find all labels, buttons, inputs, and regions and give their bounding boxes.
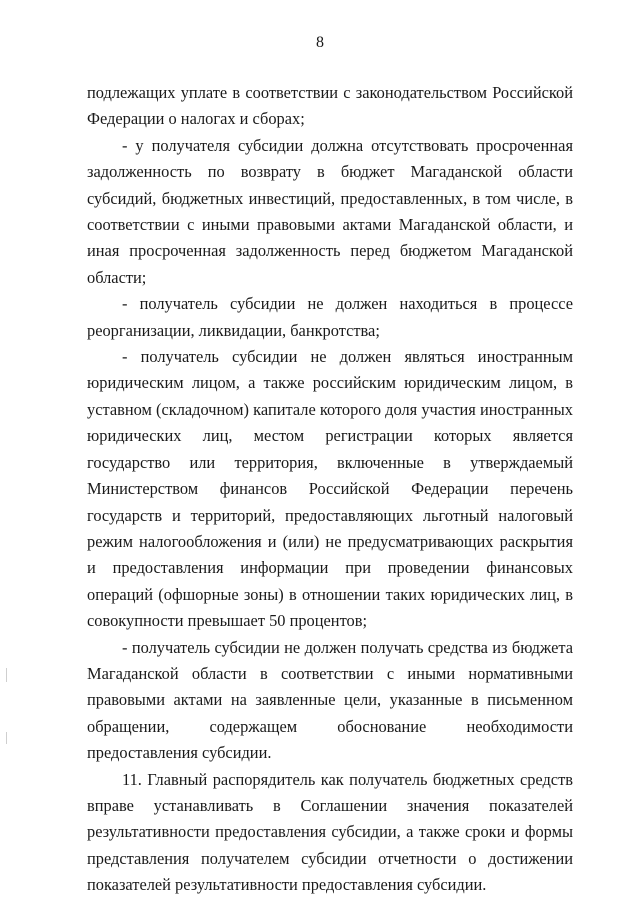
paragraph-no-reorganization: - получатель субсидии не должен находиться в процессе реорганизации, ликвидации, банкротства;	[87, 294, 573, 340]
scan-mark-left-top	[6, 668, 7, 682]
paragraph-not-foreign-entity: - получатель субсидии не должен являться иностранным юридическим лицом, а также российским юридическим лицом, в уставном (складочном) капитале которого доля участия иностранных юридических лиц, местом регистрации которых является государство или территория, включенные в утверждаемый Министерством финансов Российской Федерации перечень государств и территорий, предоставляющих льготный налоговый режим налогообложения и (или) не предусматривающих раскрытия и предоставления информации при проведении финансовых операций (офшорные зоны) в отношении таких юридических лиц, в совокупности превышает 50 процентов;	[87, 347, 573, 631]
page-number: 8	[316, 34, 324, 51]
paragraph-tax-continuation: подлежащих уплате в соответствии с законодательством Российской Федерации о налогах и сборах;	[87, 83, 573, 129]
paragraph-no-other-budget-funds: - получатель субсидии не должен получать средства из бюджета Магаданской области в соответствии с иными нормативными правовыми актами на заявленные цели, указанные в письменном обращении, содержащем обоснование необходимости предоставления субсидии.	[87, 637, 573, 763]
paragraph-11-performance-indicators: 11. Главный распорядитель как получатель бюджетных средств вправе устанавливать в Соглашении значения показателей результативности предоставления субсидии, а также сроки и формы представления получателем субсидии отчетности о достижении показателей результативности предоставления субсидии.	[87, 769, 573, 895]
document-body	[87, 80, 573, 899]
paragraph-no-overdue-debt: - у получателя субсидии должна отсутствовать просроченная задолженность по возврату в бюджет Магаданской области субсидий, бюджетных инвестиций, предоставленных, в том числе, в соответствии с иными правовыми актами Магаданской области, и иная просроченная задолженность перед бюджетом Магаданской области;	[87, 135, 573, 287]
scan-mark-left-bottom	[6, 732, 7, 744]
